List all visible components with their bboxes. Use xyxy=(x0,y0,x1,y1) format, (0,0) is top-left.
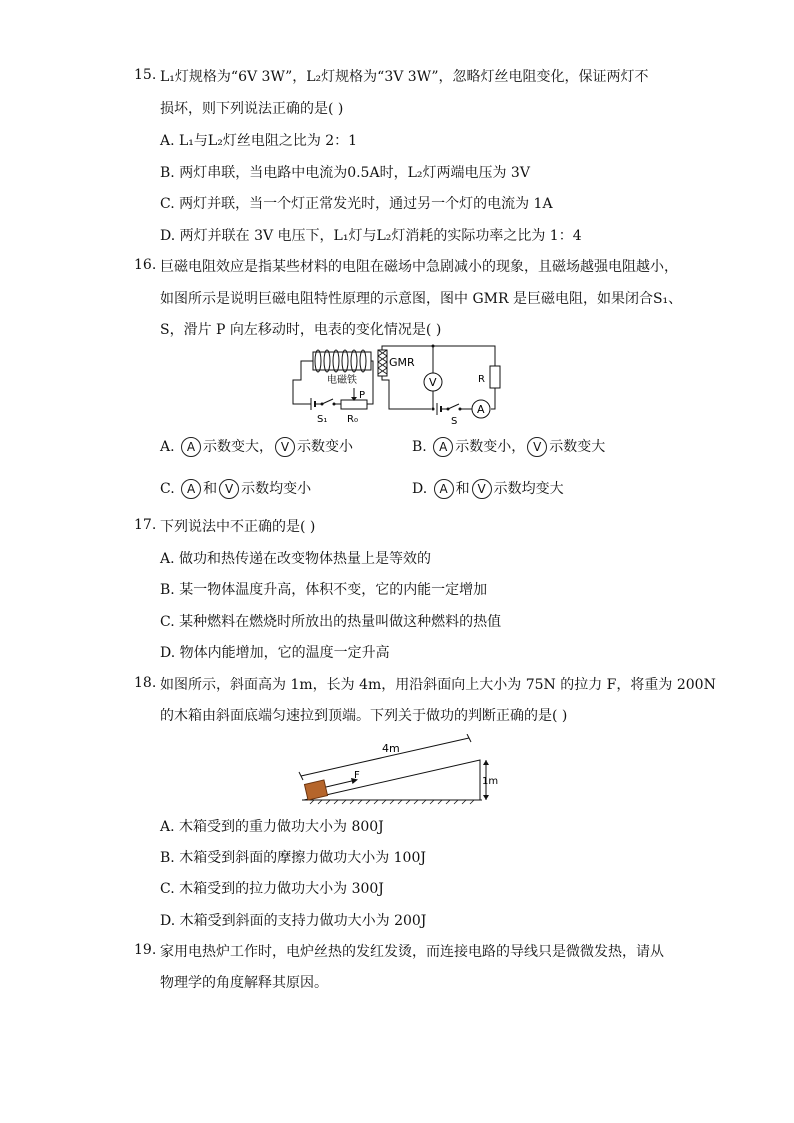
rheostat xyxy=(341,400,367,409)
q15-option-d[interactable]: D. 两灯并联在 3V 电压下，L₁灯与L₂灯消耗的实际功率之比为 1：4 xyxy=(160,228,582,244)
rheostat-label: R₀ xyxy=(347,414,358,425)
voltmeter-symbol: V xyxy=(219,479,239,499)
q17-stem: 下列说法中不正确的是( ) xyxy=(160,519,316,535)
ammeter-symbol: A xyxy=(433,437,453,457)
option-prefix: C. xyxy=(160,481,175,497)
q16-number: 16. xyxy=(134,257,157,273)
option-prefix: A. xyxy=(160,439,175,455)
switch2-label: S xyxy=(451,416,458,427)
q18-option-d[interactable]: D. 木箱受到斜面的支持力做功大小为 200J xyxy=(160,913,427,929)
length-label: 4m xyxy=(382,742,400,755)
ammeter-symbol: A xyxy=(181,479,201,499)
right-circuit-right-wire xyxy=(491,388,495,409)
voltmeter-symbol: V xyxy=(275,437,295,457)
q15-stem-line1: L₁灯规格为“6V 3W”，L₂灯规格为“3V 3W”，忽略灯丝电阻变化，保证两灯不 xyxy=(160,69,649,85)
q16-stem-line2: 如图所示是说明巨磁电阻特性原理的示意图，图中 GMR 是巨磁电阻，如果闭合S₁、 xyxy=(160,291,683,307)
force-arrow xyxy=(326,780,356,787)
height-label: 1m xyxy=(482,776,499,787)
q17-option-a[interactable]: A. 做功和热传递在改变物体热量上是等效的 xyxy=(160,551,432,567)
q17-option-d[interactable]: D. 物体内能增加，它的温度一定升高 xyxy=(160,645,390,661)
ammeter-symbol: A xyxy=(434,479,454,499)
slider-label: P xyxy=(359,390,366,401)
option-text: 和 xyxy=(203,481,218,497)
q16-option-d[interactable] xyxy=(412,479,564,499)
incline-surface xyxy=(304,760,480,800)
q17-option-b[interactable]: B. 某一物体温度升高，体积不变，它的内能一定增加 xyxy=(160,582,488,598)
option-text: 示数均变大 xyxy=(493,481,564,497)
q18-option-c[interactable]: C. 木箱受到的拉力做功大小为 300J xyxy=(160,881,384,897)
gmr-label: GMR xyxy=(389,356,415,369)
q16-option-c[interactable] xyxy=(160,479,311,499)
q15-number: 15. xyxy=(134,67,157,83)
voltmeter-symbol: V xyxy=(472,479,492,499)
option-text: 示数变大 xyxy=(549,439,606,455)
q15-option-c[interactable]: C. 两灯并联，当一个灯正常发光时，通过另一个灯的电流为 1A xyxy=(160,196,553,212)
q16-stem-line1: 巨磁电阻效应是指某些材料的电阻在磁场中急剧减小的现象，且磁场越强电阻越小， xyxy=(160,259,678,275)
q19-stem-line1: 家用电热炉工作时，电炉丝热的发红发烫，而连接电路的导线只是微微发热，请从 xyxy=(160,944,664,960)
switch2-blade xyxy=(448,404,459,409)
ground-hatch xyxy=(310,800,474,804)
q18-stem-line2: 的木箱由斜面底端匀速拉到顶端。下列关于做功的判断正确的是( ) xyxy=(160,708,568,724)
q16-option-a[interactable] xyxy=(160,437,353,457)
height-arrow-top xyxy=(483,760,489,765)
option-prefix: D. xyxy=(412,481,428,497)
ammeter-symbol: A xyxy=(181,437,201,457)
resistor-r xyxy=(490,366,500,388)
q15-option-b[interactable]: B. 两灯串联，当电路中电流为0.5A时，L₂灯两端电压为 3V xyxy=(160,165,530,181)
ammeter-label: A xyxy=(477,403,485,416)
resistor-label: R xyxy=(478,374,485,385)
option-text: 示数变小， xyxy=(455,439,526,455)
voltmeter-symbol: V xyxy=(527,437,547,457)
q19-number: 19. xyxy=(134,942,157,958)
option-text: 和 xyxy=(455,481,470,497)
q17-option-c[interactable]: C. 某种燃料在燃烧时所放出的热量叫做这种燃料的热值 xyxy=(160,614,502,630)
force-label: F xyxy=(354,770,360,781)
q16-stem-line3: S，滑片 P 向左移动时，电表的变化情况是( ) xyxy=(160,322,442,338)
option-prefix: B. xyxy=(412,439,427,455)
q17-number: 17. xyxy=(134,517,157,533)
voltmeter-label: V xyxy=(429,376,437,389)
electromagnet-label: 电磁铁 xyxy=(327,375,357,386)
switch1-label: S₁ xyxy=(317,414,328,425)
q18-stem-line1: 如图所示，斜面高为 1m，长为 4m，用沿斜面向上大小为 75N 的拉力 F，将重为 200N xyxy=(160,677,716,693)
q18-number: 18. xyxy=(134,675,157,691)
gmr-circuit-diagram xyxy=(285,342,505,428)
left-circuit-wire xyxy=(293,361,313,404)
q15-stem-line2: 损坏，则下列说法正确的是( ) xyxy=(160,101,344,117)
q18-option-a[interactable]: A. 木箱受到的重力做功大小为 800J xyxy=(160,819,384,835)
q16-option-b[interactable] xyxy=(412,437,605,457)
switch1-blade xyxy=(322,399,333,404)
q15-option-a[interactable]: A. L₁与L₂灯丝电阻之比为 2：1 xyxy=(160,133,358,149)
q19-stem-line2: 物理学的角度解释其原因。 xyxy=(160,975,328,991)
option-text: 示数均变小 xyxy=(241,481,312,497)
option-text: 示数变小 xyxy=(297,439,354,455)
option-text: 示数变大， xyxy=(203,439,274,455)
height-arrow-bottom xyxy=(483,795,489,800)
q18-option-b[interactable]: B. 木箱受到斜面的摩擦力做功大小为 100J xyxy=(160,850,426,866)
incline-diagram xyxy=(296,734,502,806)
